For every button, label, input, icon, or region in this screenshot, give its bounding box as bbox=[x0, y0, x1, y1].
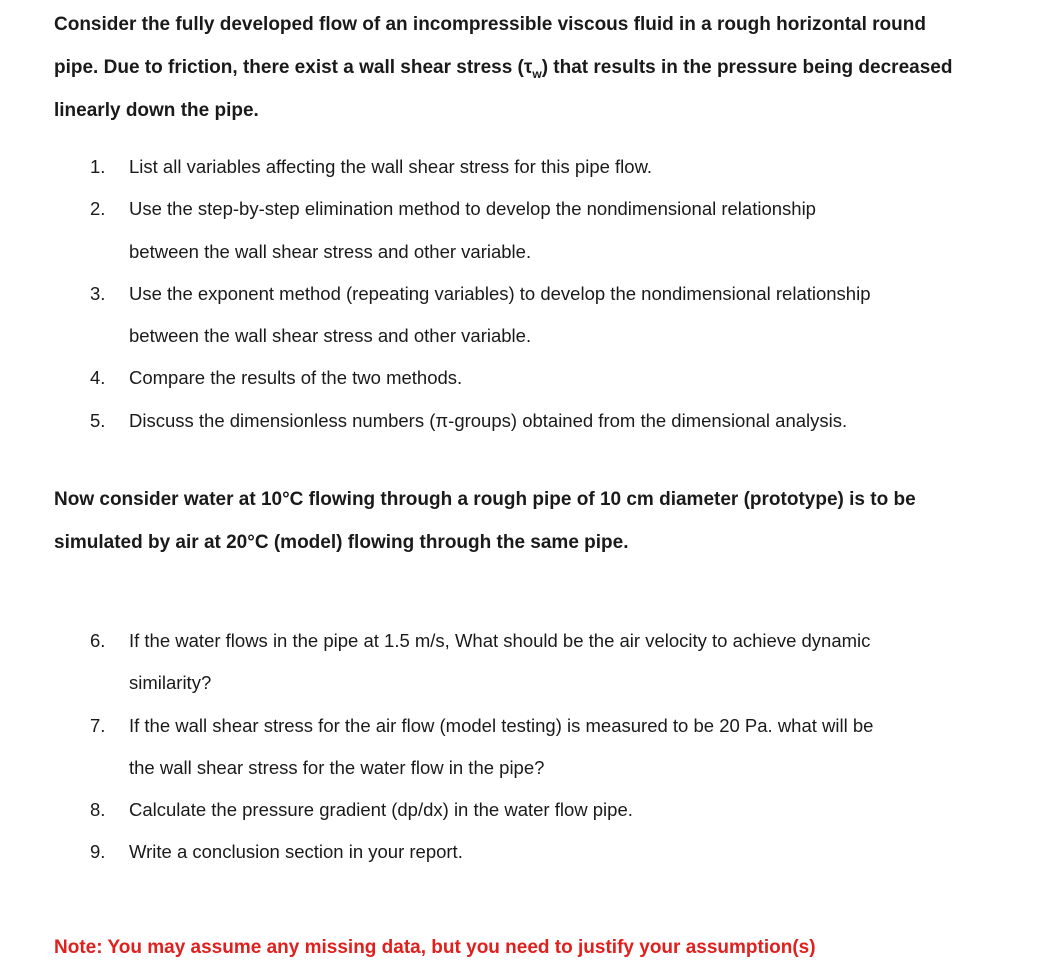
question-text-line: the wall shear stress for the water flow in the pipe? bbox=[129, 756, 545, 778]
question-text-line: List all variables affecting the wall shear stress for this pipe flow. bbox=[129, 156, 653, 177]
question-number: 7. bbox=[90, 714, 106, 736]
question-number: 4. bbox=[90, 367, 106, 389]
intro-line-3: linearly down the pipe. bbox=[54, 100, 259, 121]
question-text-line: Discuss the dimensionless numbers (π-groups) obtained from the dimensional analysis. bbox=[129, 409, 848, 431]
question-item bbox=[90, 620, 1050, 705]
note-text: Note: You may assume any missing data, but you need to justify your assumption(s) bbox=[54, 937, 816, 958]
scenario-line-2: simulated by air at 20°C (model) flowing through the same pipe. bbox=[54, 532, 629, 553]
wall-shear-subscript: w bbox=[532, 66, 542, 81]
question-text-line: Calculate the pressure gradient (dp/dx) in the water flow pipe. bbox=[129, 799, 633, 821]
intro-line-1: Consider the fully developed flow of an incompressible viscous fluid in a rough horizontal round bbox=[54, 14, 926, 35]
question-text-line: similarity? bbox=[129, 672, 212, 694]
question-text-line: between the wall shear stress and other variable. bbox=[129, 240, 532, 262]
question-text-line: Write a conclusion section in your report. bbox=[129, 841, 463, 863]
question-number: 9. bbox=[90, 841, 106, 863]
question-item bbox=[90, 400, 1050, 442]
question-list-part-2 bbox=[90, 620, 1050, 874]
question-number: 6. bbox=[90, 630, 106, 651]
question-item bbox=[90, 146, 1050, 188]
question-number: 3. bbox=[90, 282, 106, 304]
intro-line-2-post: ) that results in the pressure being decreased bbox=[541, 57, 953, 78]
question-item bbox=[90, 188, 1050, 273]
question-item bbox=[90, 789, 1050, 831]
scenario-paragraph bbox=[54, 478, 1044, 564]
scenario-line-1: Now consider water at 10°C flowing through a rough pipe of 10 cm diameter (prototype) is to be bbox=[54, 489, 916, 510]
question-text-line: Compare the results of the two methods. bbox=[129, 367, 463, 389]
intro-paragraph bbox=[54, 3, 1044, 132]
question-text-line: If the water flows in the pipe at 1.5 m/s, What should be the air velocity to achieve dynamic bbox=[129, 630, 871, 651]
question-text-line: Use the exponent method (repeating variables) to develop the nondimensional relationship bbox=[129, 282, 871, 304]
question-text-line: Use the step-by-step elimination method to develop the nondimensional relationship bbox=[129, 198, 816, 220]
question-text-line: between the wall shear stress and other variable. bbox=[129, 325, 532, 347]
question-number: 5. bbox=[90, 409, 106, 431]
question-number: 8. bbox=[90, 799, 106, 821]
question-number: 2. bbox=[90, 198, 106, 220]
intro-line-2 bbox=[54, 46, 1044, 89]
question-item bbox=[90, 705, 1050, 790]
question-list-part-1 bbox=[90, 146, 1050, 442]
question-text-line: If the wall shear stress for the air flow (model testing) is measured to be 20 Pa. what will be bbox=[129, 714, 874, 736]
question-item bbox=[90, 273, 1050, 358]
question-item bbox=[90, 831, 1050, 873]
intro-line-2-pre: pipe. Due to friction, there exist a wall shear stress (τ bbox=[54, 57, 533, 78]
question-number: 1. bbox=[90, 156, 106, 177]
question-item bbox=[90, 357, 1050, 399]
